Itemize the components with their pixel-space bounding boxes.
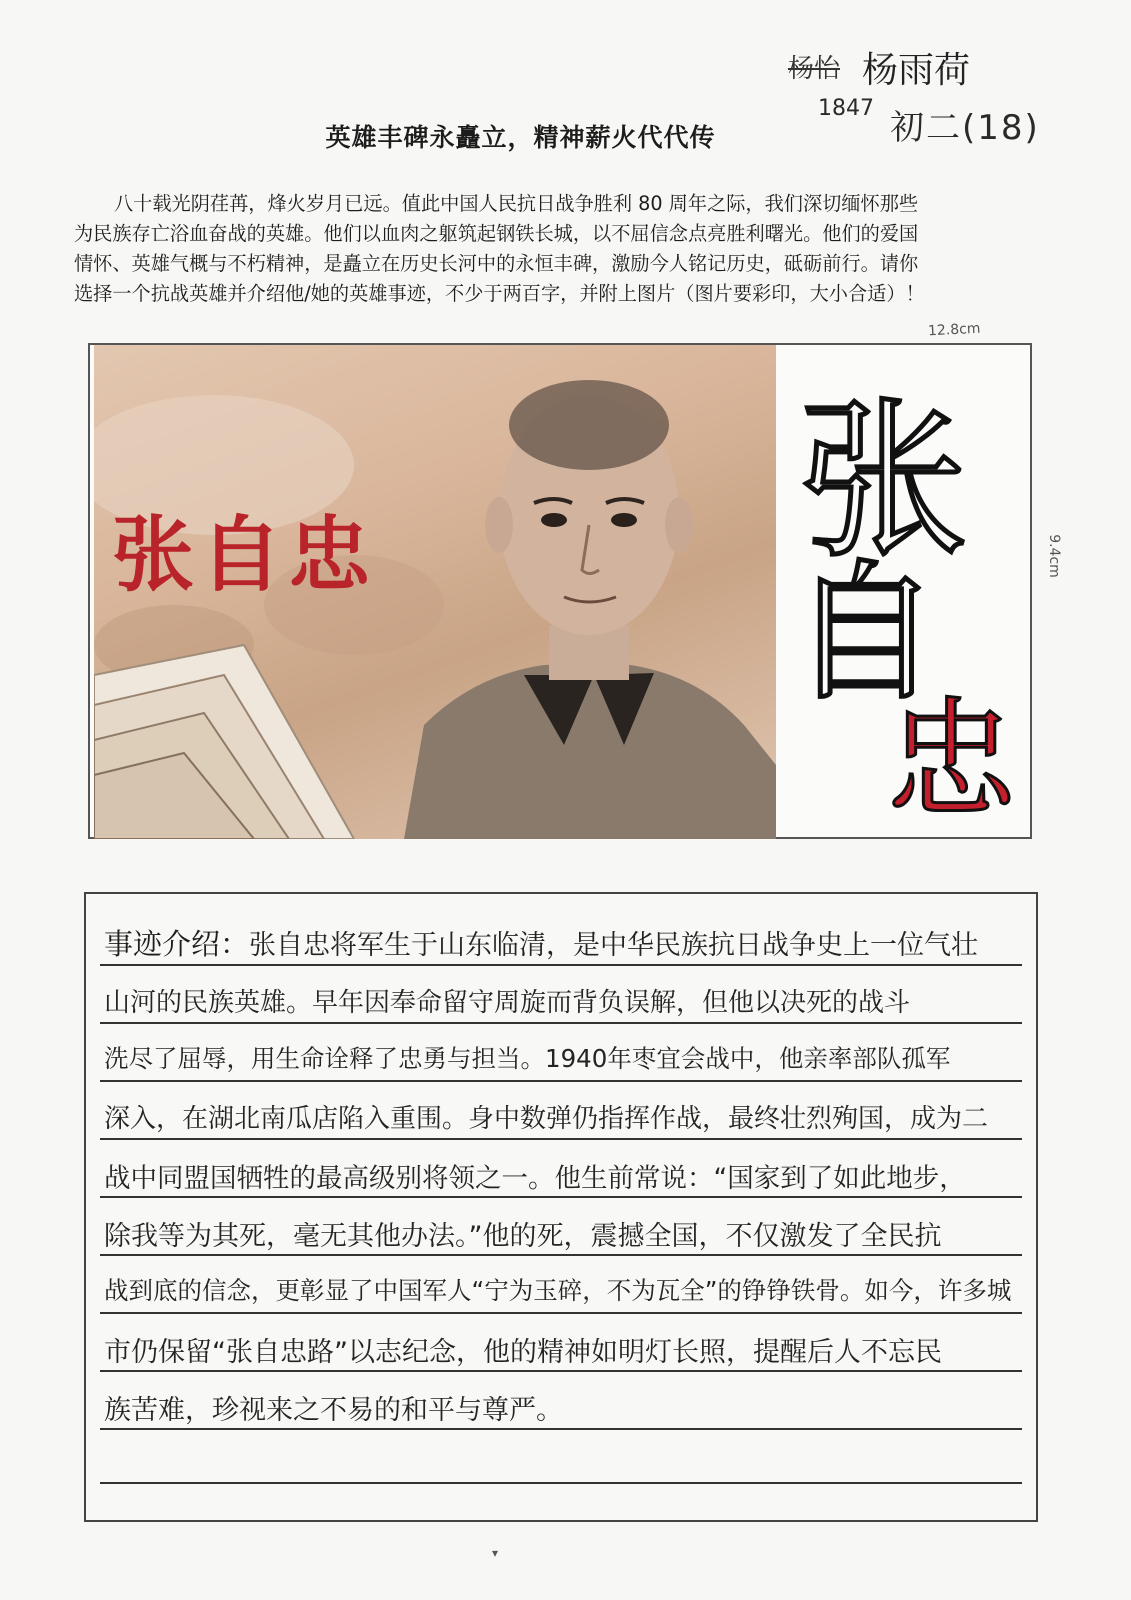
- assignment-prompt: [74, 189, 1042, 309]
- name-crossed-out: 杨怡: [788, 54, 841, 84]
- ruled-line: [100, 1022, 1022, 1024]
- prompt-line: 情怀、英雄气概与不朽精神，是矗立在历史长河中的永恒丰碑，激励今人铭记历史，砥砺前行。请你: [74, 252, 919, 275]
- story-line: 洗尽了屈辱，用生命诠释了忠勇与担当。1940年枣宜会战中，他亲率部队孤军: [104, 1044, 951, 1073]
- story-heading: 事迹介绍：: [104, 927, 250, 961]
- student-name: 杨雨荷: [862, 50, 971, 91]
- story-line: 山河的民族英雄。早年因奉命留守周旋而背负误解，但他以决死的战斗: [104, 988, 911, 1018]
- prompt-line: 八十载光阴荏苒，烽火岁月已远。值此中国人民抗日战争胜利 80 周年之际，我们深切缅怀那些: [114, 192, 919, 215]
- story-line: 市仍保留“张自忠路”以志纪念，他的精神如明灯长照，提醒后人不忘民: [104, 1337, 942, 1368]
- story-line: 战中同盟国牺牲的最高级别将领之一。他生前常说：“国家到了如此地步，: [104, 1163, 966, 1194]
- ruled-line: [100, 1482, 1022, 1484]
- width-dimension-note: 12.8cm: [927, 320, 981, 340]
- height-dimension-note: 9.4cm: [1045, 534, 1062, 578]
- story-section: [84, 892, 1038, 1522]
- hero-photo: [94, 345, 776, 839]
- story-line: [104, 922, 978, 963]
- drawn-char-3: 忠: [886, 684, 1017, 835]
- ruled-line: [100, 964, 1022, 966]
- prompt-line: 为民族存亡浴血奋战的英雄。他们以血肉之躯筑起钢铁长城，以不屈信念点亮胜利曙光。他们的爱国: [74, 222, 919, 245]
- ruled-line: [100, 1138, 1022, 1140]
- class-label: 初二(18): [890, 108, 1040, 148]
- story-line: 族苦难，珍视来之不易的和平与尊严。: [104, 1395, 563, 1426]
- hero-image-frame: [88, 343, 1032, 839]
- ruled-line: [100, 1254, 1022, 1256]
- page-mark: ▾: [492, 1546, 499, 1560]
- student-name-note: [788, 48, 988, 90]
- ruled-line: [100, 1428, 1022, 1430]
- drawn-char-2: 自: [790, 547, 941, 721]
- prompt-line: 选择一个抗战英雄并介绍他/她的英雄事迹，不少于两百字，并附上图片（图片要彩印，大小合适）！: [74, 282, 925, 305]
- ruled-line: [100, 1196, 1022, 1198]
- photo-name-overlay: 张自忠: [112, 507, 377, 603]
- story-line: 战到底的信念，更彰显了中国军人“宁为玉碎，不为瓦全”的铮铮铁骨。如今，许多城: [104, 1276, 1012, 1305]
- paper-stack-graphic: [94, 645, 354, 839]
- ruled-line: [100, 1370, 1022, 1372]
- student-id: 1847: [818, 96, 874, 121]
- page-title: 英雄丰碑永矗立，精神薪火代代传: [325, 123, 716, 152]
- drawn-name-lettering: [790, 365, 1020, 835]
- story-line: 除我等为其死，毫无其他办法。”他的死，震撼全国，不仅激发了全民抗: [104, 1221, 942, 1252]
- ruled-line: [100, 1080, 1022, 1082]
- drawn-char-1: 张: [798, 383, 969, 581]
- general-portrait: [404, 380, 776, 839]
- story-line: 深入，在湖北南瓜店陷入重围。身中数弹仍指挥作战，最终壮烈殉国，成为二: [104, 1104, 989, 1134]
- ruled-line: [100, 1312, 1022, 1314]
- story-text: 张自忠将军生于山东临清，是中华民族抗日战争史上一位气壮: [249, 930, 979, 961]
